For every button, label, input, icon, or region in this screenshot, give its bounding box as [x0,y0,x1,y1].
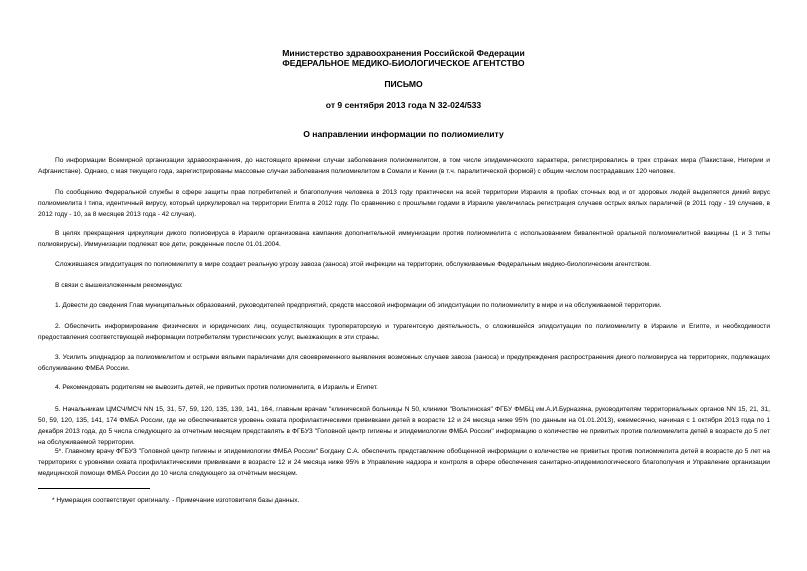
paragraph-11 [38,446,770,479]
agency-name: ФЕДЕРАЛЬНОЕ МЕДИКО-БИОЛОГИЧЕСКОЕ АГЕНТСТВО [282,58,525,68]
paragraph-4 [38,259,770,270]
paragraph-7-text: 2. Обеспечить информирование физических и юридических лиц, осуществляющих туроператорскую и турагентскую деятельность, о сложившейся эпидситуации по полиомиелиту в Израиле и Египте, и необходимости предоставления соответствующей информации потребителям туристических услуг, выезжающих в эти страны. [38,323,770,341]
paragraph-6 [38,300,770,311]
paragraph-8-text: 3. Усилить эпиднадзор за полиомиелитом и острыми вялыми параличами для своевременного выявления возможных случаев завоза (заноса) и предупреждения распространения дикого полиовируса на территориях, подлежащих обслуживанию ФМБА России. [38,354,770,372]
paragraph-3 [38,228,770,250]
paragraph-10 [38,404,770,448]
paragraph-2-text: По сообщению Федеральной службы в сфере защиты прав потребителей и благополучия человека в 2013 году практически на всей территории Израиля в пробах сточных вод и от здоровых людей выделяется дикий вирус полиомиелита I типа, идентичный вирусу, который циркулировал на территории Египта в 2012 году. По сравнению с прошлыми годами в Израиле увеличилась регистрация случаев острых вялых параличей (в 2011 году - 19 случаев, в 2012 году - 10, за 8 месяцев 2013 года - 42 случая). [38,189,770,218]
paragraph-3-text: В целях прекращения циркуляции дикого полиовируса в Израиле организована кампания дополнительной иммунизации против полиомиелита с использованием бивалентной оральной полиомиелитной вакцины (1 и 3 типы полиовирусы). Иммунизации подлежат все дети, рожденные после 01.01.2004. [38,230,770,248]
document-subject: О направлении информации по полиомиелиту [303,129,504,139]
paragraph-5-text: В связи с вышеизложенным рекомендую: [55,282,183,289]
paragraph-8 [38,352,770,374]
paragraph-4-text: Сложившаяся эпидситуация по полиомиелиту в мире создает реальную угрозу завоза (заноса) этой инфекции на территории, обслуживаемые Федеральным медико-биологическим агентством. [55,261,651,268]
footnote: * Нумерация соответствует оригиналу. - Примечание изготовителя базы данных. [52,497,300,504]
paragraph-1 [38,155,770,177]
paragraph-10-text: 5. Начальникам ЦМСЧ/МСЧ NN 15, 31, 57, 59, 120, 135, 139, 141, 164, главным врачам "клинической больницы N 50, клиники "Вольтинская" ФГБУ ФМБЦ им.А.И.Бурназяна, руководителям территориальных органов NN 15, 21, 31, 50, 59, 120, 135, 141, 174 ФМБА России, где не обеспечивается уровень охвата профилактическими прививками детей в возрасте 12 и 24 месяца ниже 95% (по данным на 01.01.2013), ежемесячно, начиная с 1 октября 2013 года по 1 декабря 2013 года, до 5 числа следующего за отчетным месяцем представлять в ФГБУЗ "Головной центр гигиены и эпидемиологии ФМБА России" информацию о количестве не привитых против полиомиелита детей в возрасте до 5 лет на обслуживаемой территории. [38,406,770,446]
ministry-name: Министерство здравоохранения Российской Федерации [282,48,525,58]
paragraph-1-text: По информации Всемирной организации здравоохранения, до настоящего времени случаи заболевания полиомиелитом, в том числе эпидемического характера, регистрировались в трех странах мира (Пакистане, Нигерии и Афганистане). Однако, с мая текущего года, зарегистрированы массовые случаи заболевания полиомиелитом в Сомали и Кении (в т.ч. паралитической формой) с общим числом пострадавших 120 человек. [38,157,770,175]
paragraph-5 [38,280,770,291]
paragraph-7 [38,321,770,343]
paragraph-11-text: 5*. Главному врачу ФГБУЗ "Головной центр гигиены и эпидемиологии ФМБА России" Богдану С.А. обеспечить представление обобщенной информации о количестве не привитых против полиомиелита детей в возрасте до 5 лет на территориях с уровнями охвата профилактическими прививками в возрасте 12 и 24 месяца ниже 95% в Управление надзора и контроля в сфере обеспечения санитарно-эпидемиологического благополучия и Управление организации медицинской помощи ФМБА России до 10 числа следующего за отчётным месяцем. [38,448,770,477]
document-date-number: от 9 сентября 2013 года N 32-024/533 [325,100,482,110]
footnote-divider [38,488,150,489]
paragraph-2 [38,187,770,220]
paragraph-9-text: 4. Рекомендовать родителям не вывозить детей, не привитых против полиомиелита, в Израиль и Египет. [55,384,378,391]
document-type: ПИСЬМО [384,79,423,89]
paragraph-6-text: 1. Довести до сведения Глав муниципальных образований, руководителей предприятий, средств массовой информации об эпидситуации по полиомиелиту в мире и на обслуживаемой территории. [55,302,662,309]
paragraph-9 [38,382,770,393]
